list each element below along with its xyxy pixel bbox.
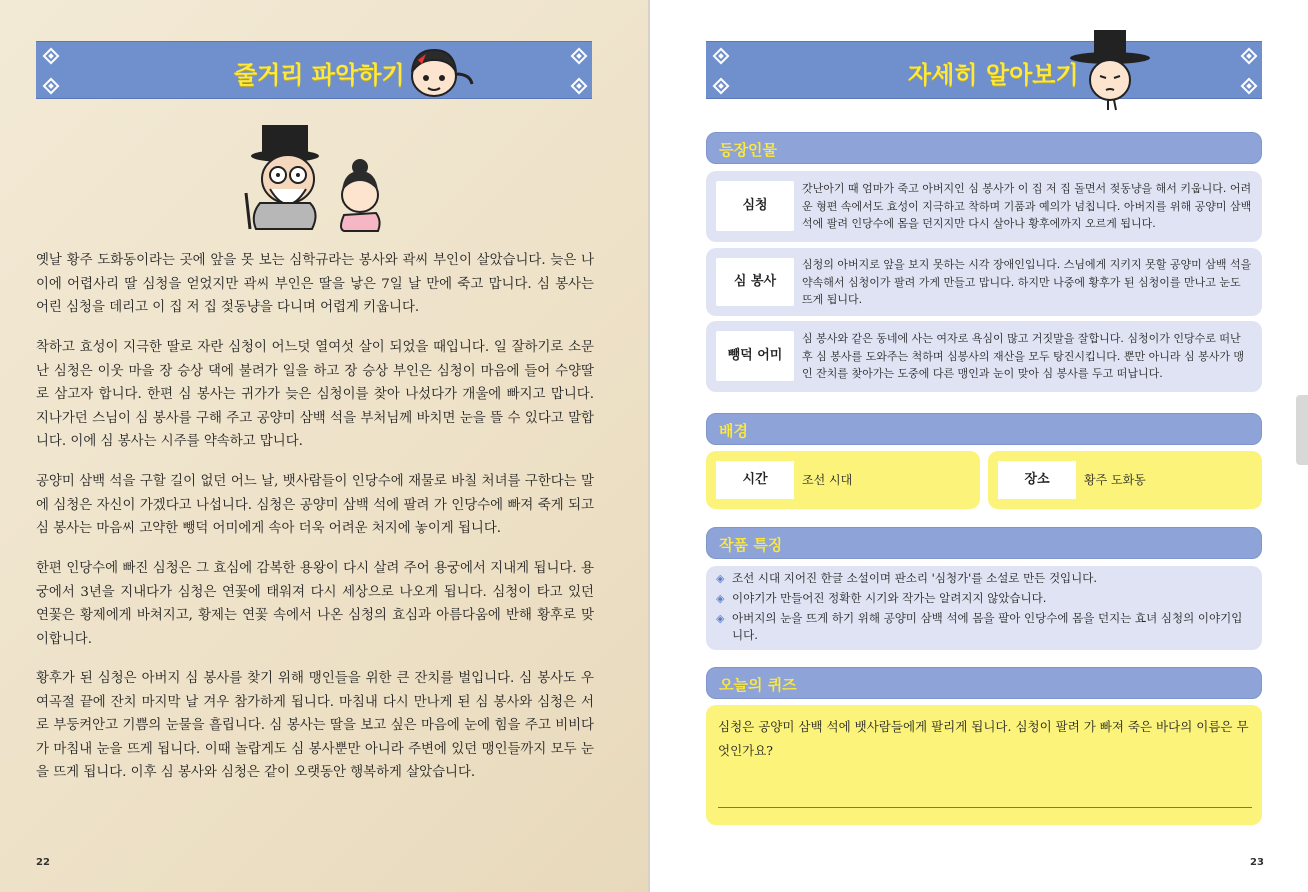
diamond-ornament-icon [43,48,60,65]
character-name: 뺑덕 어미 [716,331,794,381]
background-heading [706,413,1262,445]
features-heading-label: 작품 특징 [719,536,783,554]
summary-banner [36,41,592,99]
quiz-box [706,705,1262,825]
feature-item [716,610,1252,644]
place-label: 장소 [998,461,1076,499]
quiz-heading [706,667,1262,699]
character-card [706,321,1262,392]
summary-paragraph: 옛날 황주 도화동이라는 곳에 앞을 못 보는 심학규라는 봉사와 곽씨 부인이 살았습니다. 늦은 나이에 어렵사리 딸 심청을 얻었지만 곽씨 부인은 딸을 낳은 7일 날 만에 죽고 맙니다. 심 봉사는 어린 심청을 데리고 이 집 저 집 젖동냥을 다니며 어렵게 키웁니다. [36,253,594,315]
quiz-heading-label: 오늘의 퀴즈 [719,676,797,694]
feature-text: 조선 시대 지어진 한글 소설이며 판소리 '심청가'를 소설로 만든 것입니다. [732,571,1098,585]
feature-item [716,570,1252,587]
feature-item [716,590,1252,607]
answer-line[interactable] [718,807,1252,808]
character-card [706,171,1262,242]
diamond-ornament-icon [1241,48,1258,65]
character-card [706,248,1262,316]
diamond-ornament-icon [1241,78,1258,95]
next-page-tab[interactable] [1296,395,1308,465]
features-heading [706,527,1262,559]
diamond-bullet-icon: ◈ [716,572,725,585]
features-box [706,566,1262,650]
characters-heading-label: 등장인물 [719,141,777,159]
place-value: 황주 도화동 [1084,473,1146,487]
time-value: 조선 시대 [802,473,853,487]
banner-title: 줄거리 파악하기 [234,61,405,89]
character-description: 심 봉사와 같은 동네에 사는 여자로 욕심이 많고 거짓말을 잘합니다. 심청이가 인당수로 떠난 후 심 봉사를 도와주는 척하며 심봉사의 재산을 모두 탕진시킵니다. 뿐만 아니라 심 봉사가 맹인 잔치를 찾아가는 도중에 다른 맹인과 눈이 맞아 심 봉사를 두고 떠납니다. [802,332,1245,380]
diamond-bullet-icon: ◈ [716,592,725,605]
diamond-ornament-icon [571,48,588,65]
girl-face-icon [404,44,476,100]
characters-heading [706,132,1262,164]
sim-bongsa-and-simcheong-illustration [240,123,390,233]
summary-paragraph: 황후가 된 심청은 아버지 심 봉사를 찾기 위해 맹인들을 위한 큰 잔치를 벌입니다. 심 봉사도 우여곡절 끝에 잔치 마지막 날 겨우 참가하게 됩니다. 마침내 다시 만나게 된 심 봉사와 심청은 서로 부둥켜안고 기쁨의 눈물을 흘립니다. 심 봉사는 딸을 보고 싶은 마음에 눈에 힘을 주고 비비다가 마침내 눈을 뜨게 됩니다. 이때 놀랍게도 심 봉사뿐만 아니라 주변에 있던 맹인들까지 모두 눈을 뜨게 됩니다. 이후 심 봉사와 심청은 같이 오랫동안 행복하게 살았습니다. [36,671,594,780]
diamond-ornament-icon [571,78,588,95]
summary-paragraph: 착하고 효성이 지극한 딸로 자란 심청이 어느덧 열여섯 살이 되었을 때입니다. 일 잘하기로 소문난 심청은 이웃 마을 장 승상 댁에 불려가 일을 하고 장 승상 부인은 심청이 마음에 들어 수양딸로 삼고자 합니다. 한편 심 봉사는 귀가가 늦은 심청이를 찾아 나섰다가 개울에 빠지고 맙니다. 지나가던 스님이 심 봉사를 구해 주고 공양미 삼백 석을 부처님께 바치면 눈을 뜰 수 있다고 말합니다. 이에 심 봉사는 시주를 약속하고 맙니다. [36,340,594,449]
scholar-boy-icon [1068,26,1152,112]
character-name: 심청 [716,181,794,231]
character-description: 심청의 아버지로 앞을 보지 못하는 시각 장애인입니다. 스님에게 지키지 못할 공양미 삼백 석을 약속해서 심청이가 팔려 가게 만들고 맙니다. 하지만 나중에 황후가 된 심청이를 만나고 눈도 뜨게 됩니다. [802,258,1252,306]
time-label: 시간 [716,461,794,499]
details-banner [706,41,1262,99]
diamond-bullet-icon: ◈ [716,612,725,625]
page-number-left: 22 [36,857,50,868]
banner-title: 자세히 알아보기 [908,61,1079,89]
place-box [988,451,1262,509]
character-description: 갓난아기 때 엄마가 죽고 아버지인 심 봉사가 이 집 저 집 돌면서 젖동냥을 해서 키웁니다. 어려운 형편 속에서도 효성이 지극하고 착하며 기품과 예의가 넘칩니다. 아버지를 위해 공양미 삼백 석에 팔려 인당수에 몸을 던지지만 다시 살아나 황후에까지 오르게 됩니다. [802,182,1252,230]
diamond-ornament-icon [43,78,60,95]
summary-paragraph: 공양미 삼백 석을 구할 길이 없던 어느 날, 뱃사람들이 인당수에 재물로 바칠 처녀를 구한다는 말에 심청은 자신이 가겠다고 나섭니다. 심청은 공양미 삼백 석에 팔려 가 인당수에 빠져 죽게 되고 심 봉사는 마음씨 고약한 뺑덕 어미에게 속아 더욱 어려운 처지에 놓이게 됩니다. [36,474,594,536]
time-box [706,451,980,509]
quiz-question: 심청은 공양미 삼백 석에 뱃사람들에게 팔리게 됩니다. 심청이 팔려 가 빠져 죽은 바다의 이름은 무엇인가요? [718,719,1249,758]
diamond-ornament-icon [713,48,730,65]
background-heading-label: 배경 [719,422,748,440]
summary-paragraph: 한편 인당수에 빠진 심청은 그 효심에 감복한 용왕이 다시 살려 주어 용궁에서 지내게 됩니다. 용궁에서 3년을 지내다가 심청은 연꽃에 태워져 다시 세상으로 나오게 됩니다. 심청이 타고 있던 연꽃은 황제에게 바쳐지고, 황제는 연꽃 속에서 나온 심청의 효심과 아름다움에 반해 황후로 맞이합니다. [36,561,594,647]
feature-text: 아버지의 눈을 뜨게 하기 위해 공양미 삼백 석에 몸을 팔아 인당수에 몸을 던지는 효녀 심청의 이야기입니다. [732,611,1243,642]
page-number-right: 23 [1250,857,1264,868]
feature-text: 이야기가 만들어진 정확한 시기와 작가는 알려지지 않았습니다. [732,591,1047,605]
diamond-ornament-icon [713,78,730,95]
character-name: 심 봉사 [716,258,794,306]
